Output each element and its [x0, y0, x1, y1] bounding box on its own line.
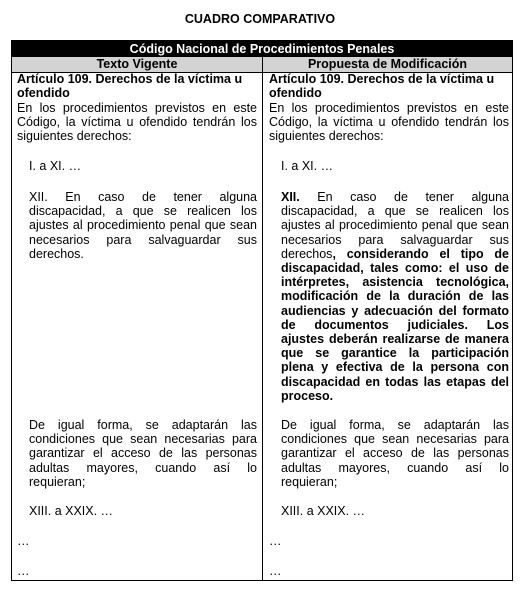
ellipsis-line: …: [269, 564, 282, 578]
law-name-band: Código Nacional de Procedimientos Penales: [12, 41, 512, 57]
fraction-xii: [269, 190, 509, 403]
comparison-table: [11, 40, 513, 581]
fractions-xiii-xxix: XIII. a XXIX. …: [281, 504, 366, 518]
fraction-xii-current-text: En caso de tener alguna discapacidad, a que se realicen los ajustes al procedimiento penal que sean necesarios para salvaguardar sus derechos: [281, 190, 509, 261]
article-intro: En los procedimientos previstos en este Código, la víctima u ofendido tendrán los siguientes derechos:: [17, 101, 257, 144]
article-intro: En los procedimientos previstos en este Código, la víctima u ofendido tendrán los siguientes derechos:: [269, 101, 509, 144]
column-divider: [262, 57, 263, 580]
fraction-xii-label: XII.: [281, 190, 300, 204]
document-title: CUADRO COMPARATIVO: [184, 12, 336, 26]
older-adults-paragraph: De igual forma, se adaptarán las condiciones que sean necesarias para garantizar el acceso de las personas adultas mayores, cuando así lo requieran;: [281, 418, 509, 489]
article-heading: Artículo 109. Derechos de la víctima u ofendido: [269, 72, 495, 101]
fraction-xii-proposed-addition: , considerando el tipo de discapacidad, tales como: el uso de intérpretes, asistencia tecnológica, modificación de la duración de las audiencias y adecuación del formato de documentos judiciales. Los ajustes deberán realizarse de manera que se garantice la participación plena y efectiva de la persona con discapacidad en todas las etapas del proceso.: [281, 246, 509, 403]
ellipsis-line: …: [17, 534, 30, 548]
header-current-text: Texto Vigente: [96, 57, 178, 71]
older-adults-paragraph: De igual forma, se adaptarán las condiciones que sean necesarias para garantizar el acceso de las personas adultas mayores, cuando así lo requieran;: [29, 418, 257, 489]
fractions-xiii-xxix: XIII. a XXIX. …: [29, 504, 114, 518]
ellipsis-line: …: [269, 534, 282, 548]
fractions-i-xi: I. a XI. …: [281, 159, 334, 173]
article-heading: Artículo 109. Derechos de la víctima u ofendido: [17, 72, 243, 101]
ellipsis-line: …: [17, 564, 30, 578]
fractions-i-xi: I. a XI. …: [29, 159, 82, 173]
fraction-xii: XII. En caso de tener alguna discapacidad, a que se realicen los ajustes al procedimiento penal que sean necesarios para salvaguardar sus derechos.: [29, 190, 257, 261]
header-proposal: Propuesta de Modificación: [307, 57, 468, 71]
